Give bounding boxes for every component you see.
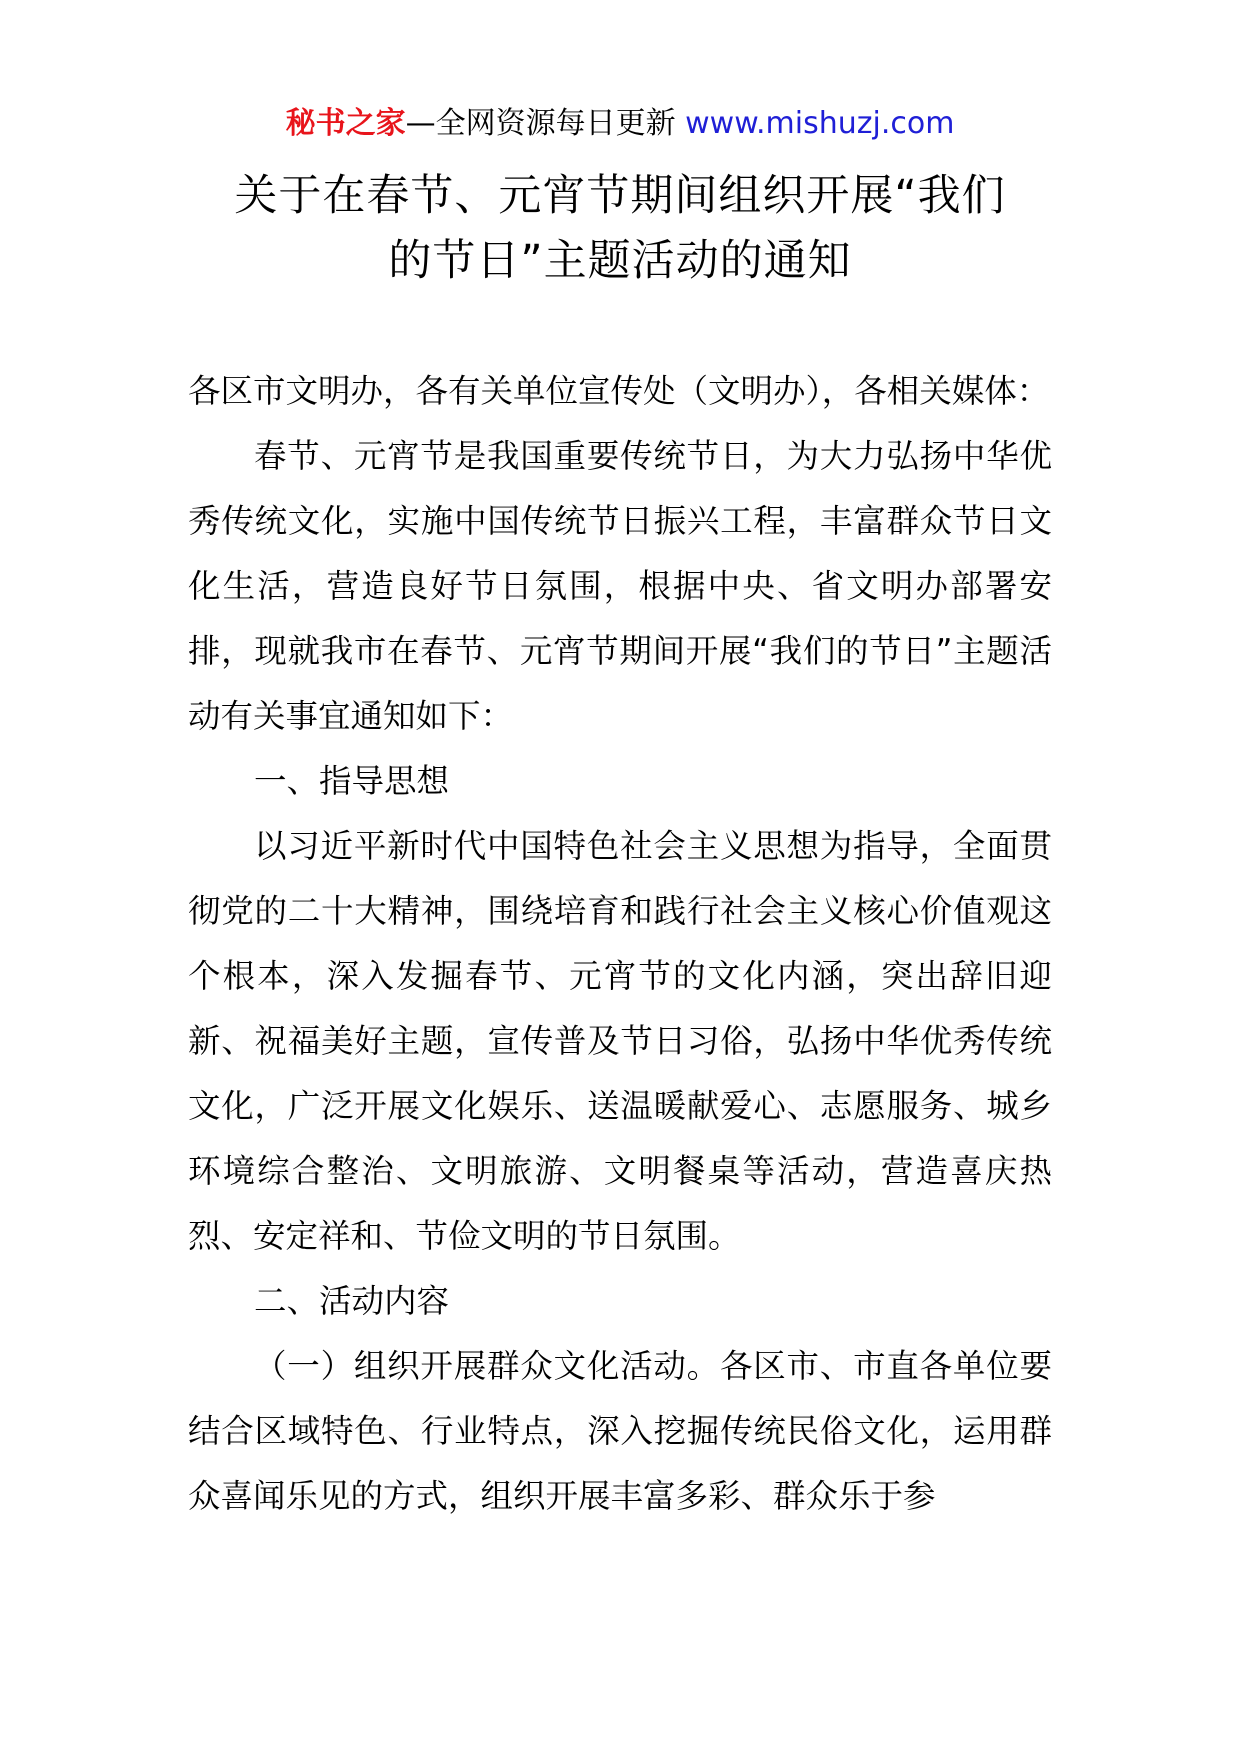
site-header (0, 104, 1240, 144)
salutation: 各区市文明办，各有关单位宣传处（文明办），各相关媒体： (188, 372, 1050, 410)
site-url-link[interactable]: www.mishuzj.com (685, 106, 955, 141)
title-line-2: 的节日”主题活动的通知 (388, 236, 852, 286)
section-heading-activities: 二、活动内容 (254, 1282, 450, 1320)
document-body (188, 359, 1052, 1529)
intro-paragraph: 春节、元宵节是我国重要传统节日，为大力弘扬中华优秀传统文化，实施中国传统节日振兴工程，丰富群众节日文化生活，营造良好节日氛围，根据中央、省文明办部署安排，现就我市在春节、元宵节期间开展“我们的节日”主题活动有关事宜通知如下： (188, 437, 1052, 735)
header-tagline: —全网资源每日更新 (405, 106, 686, 141)
title-line-1: 关于在春节、元宵节期间组织开展“我们 (234, 171, 1006, 221)
brand-name: 秘书之家 (285, 106, 406, 141)
section-paragraph-guiding-ideology: 以习近平新时代中国特色社会主义思想为指导，全面贯彻党的二十大精神，围绕培育和践行社会主义核心价值观这个根本，深入发掘春节、元宵节的文化内涵，突出辞旧迎新、祝福美好主题，宣传普及节日习俗，弘扬中华优秀传统文化，广泛开展文化娱乐、送温暖献爱心、志愿服务、城乡环境综合整治、文明旅游、文明餐桌等活动，营造喜庆热烈、安定祥和、节俭文明的节日氛围。 (188, 827, 1052, 1255)
section-paragraph-activities-item-1: （一）组织开展群众文化活动。各区市、市直各单位要结合区域特色、行业特点，深入挖掘传统民俗文化，运用群众喜闻乐见的方式，组织开展丰富多彩、群众乐于参 (188, 1347, 1052, 1515)
document-title (150, 164, 1090, 294)
section-heading-guiding-ideology: 一、指导思想 (254, 762, 450, 800)
